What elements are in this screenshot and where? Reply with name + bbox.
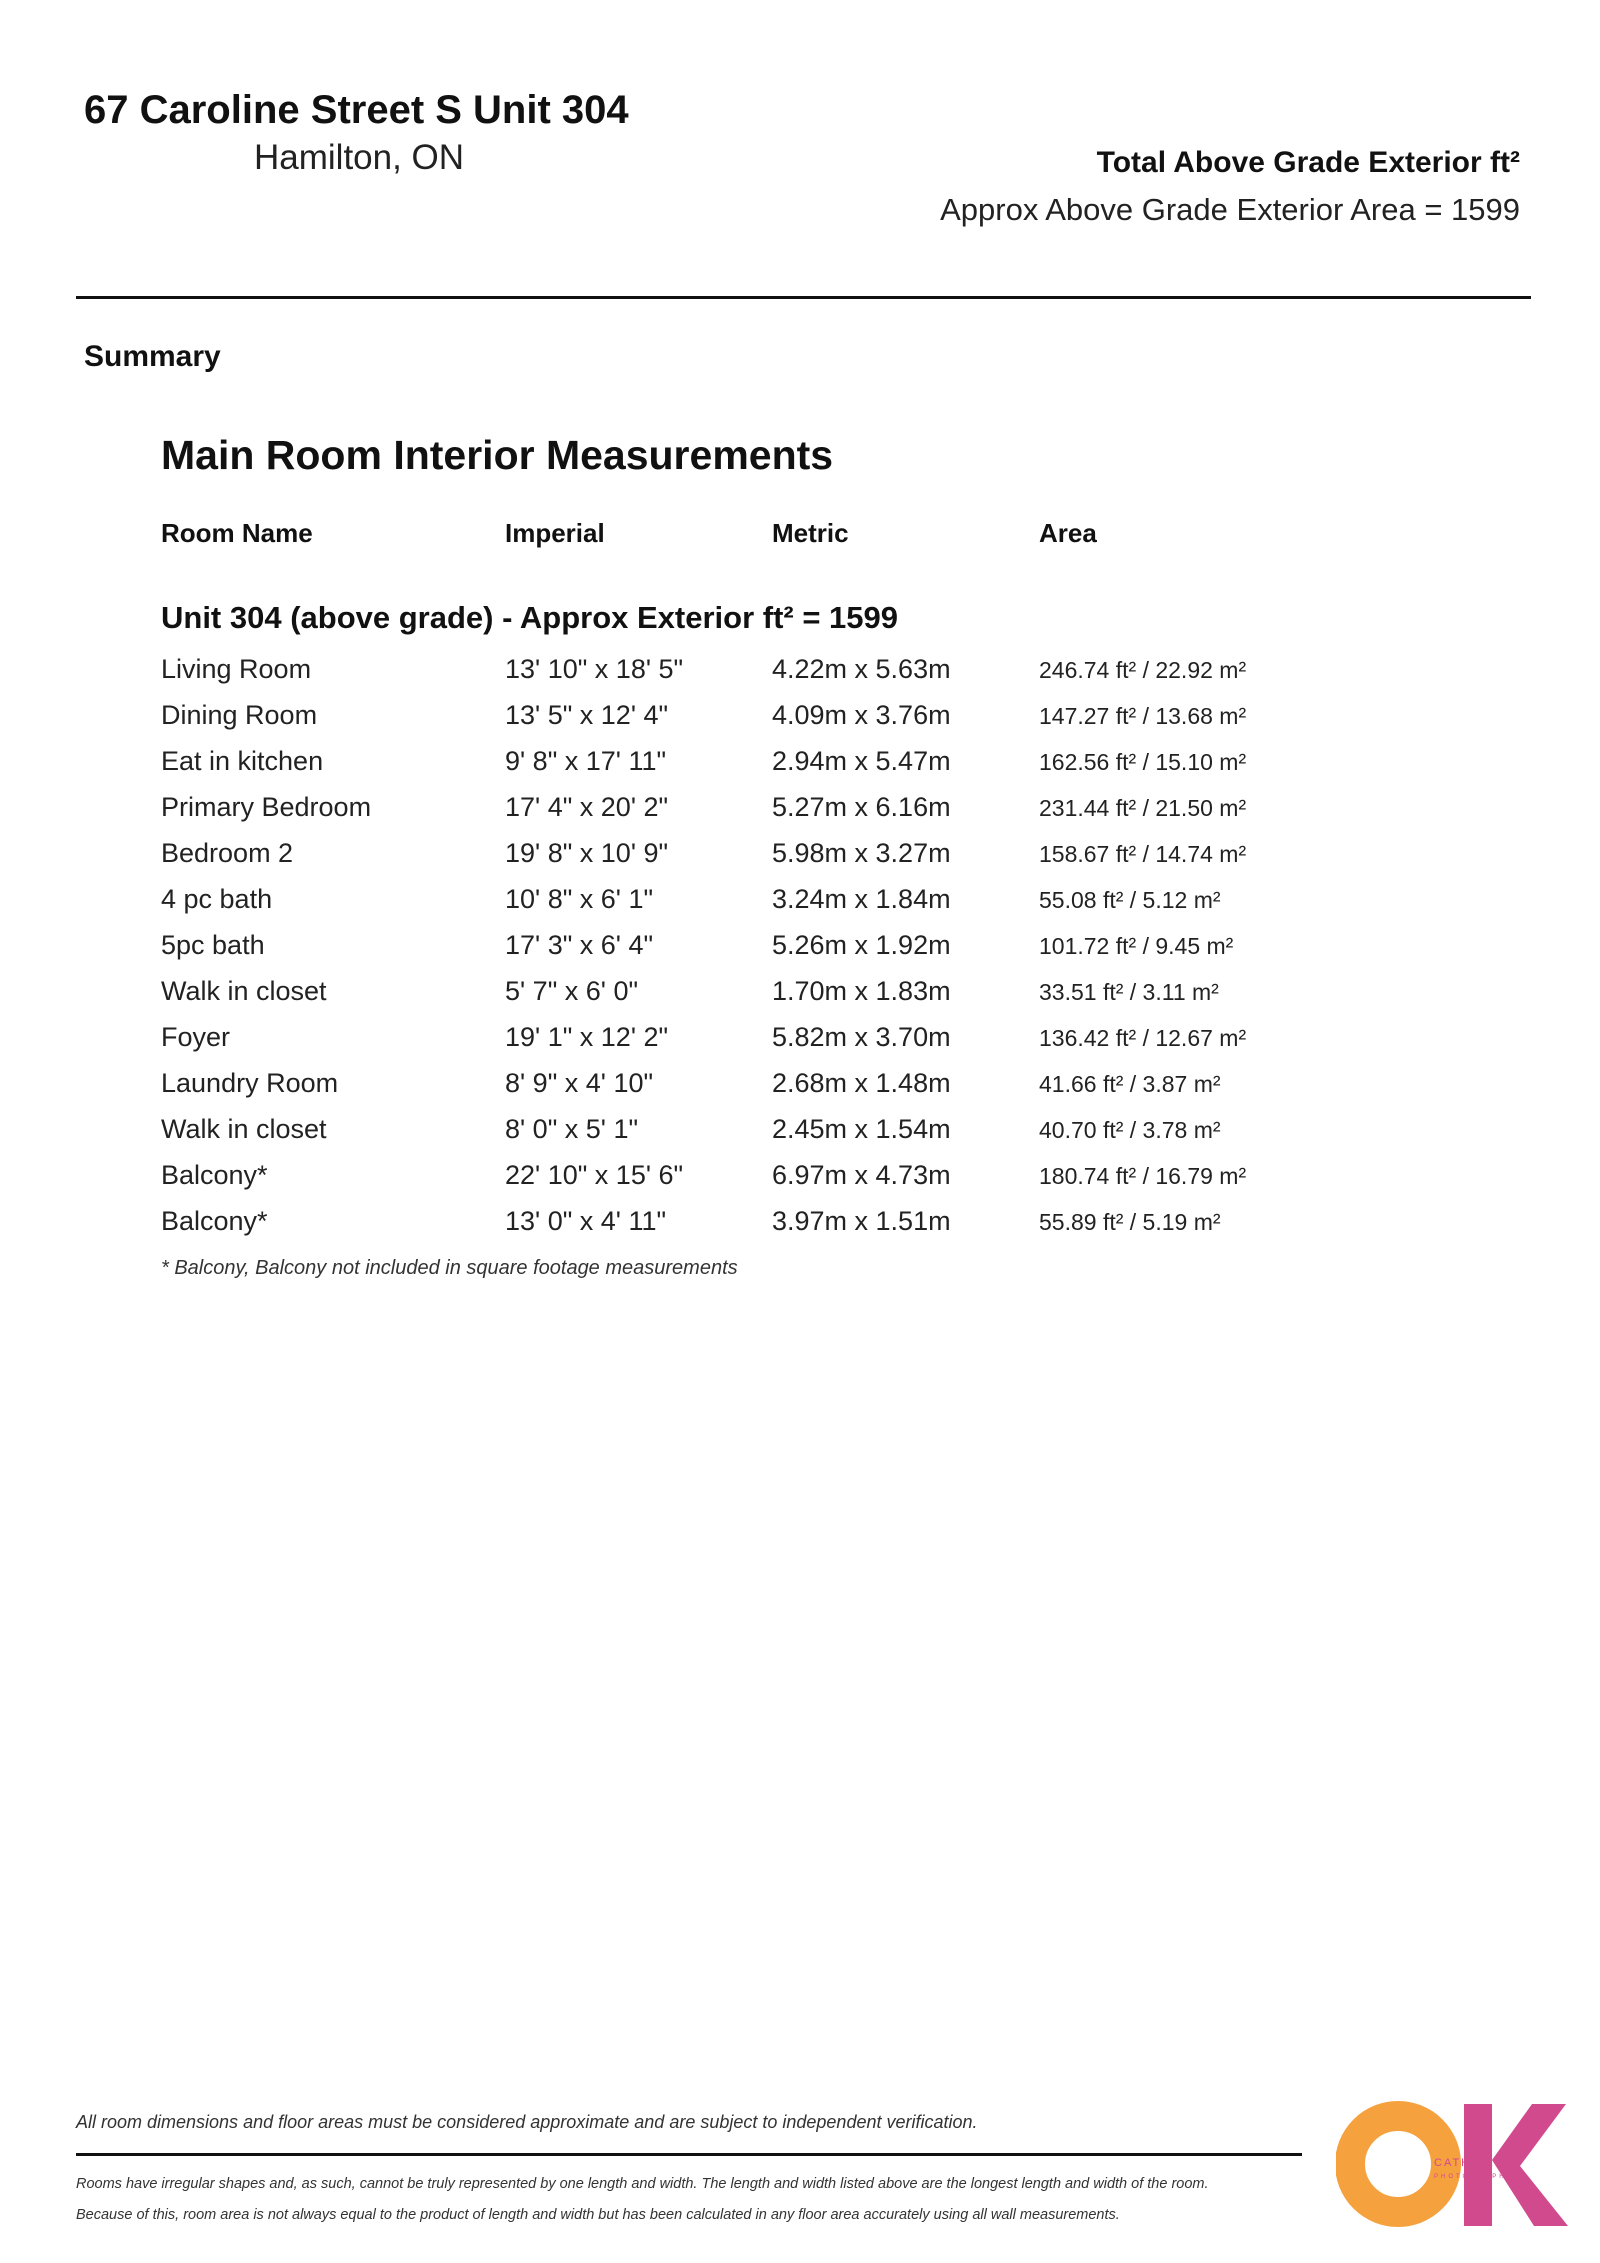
table-row [0, 1068, 1600, 1114]
room-metric: 5.26m x 1.92m [772, 930, 951, 960]
section-title: Main Room Interior Measurements [161, 432, 834, 478]
room-area: 136.42 ft² / 12.67 m² [1039, 1025, 1247, 1051]
logo-text-line-1: CATHY KOOP [1434, 2157, 1526, 2169]
room-name: Primary Bedroom [161, 792, 372, 822]
room-metric: 2.94m x 5.47m [772, 746, 951, 776]
room-imperial: 8' 0" x 5' 1" [505, 1114, 639, 1144]
room-imperial: 17' 4" x 20' 2" [505, 792, 669, 822]
room-name: 5pc bath [161, 930, 265, 960]
room-name: Dining Room [161, 700, 318, 730]
table-row [0, 1160, 1600, 1206]
room-imperial: 13' 10" x 18' 5" [505, 654, 684, 684]
room-metric: 1.70m x 1.83m [772, 976, 951, 1006]
room-imperial: 10' 8" x 6' 1" [505, 884, 654, 914]
logo-text-line-2: PHOTOGRAPHY [1434, 2174, 1514, 2180]
room-area: 41.66 ft² / 3.87 m² [1039, 1071, 1221, 1097]
room-area: 55.08 ft² / 5.12 m² [1039, 887, 1221, 913]
room-name: Bedroom 2 [161, 838, 294, 868]
room-metric: 6.97m x 4.73m [772, 1160, 951, 1190]
total-area-title: Total Above Grade Exterior ft² [1096, 146, 1520, 179]
room-name: Balcony* [161, 1206, 268, 1236]
room-name: Walk in closet [161, 1114, 327, 1144]
property-address: 67 Caroline Street S Unit 304 [84, 88, 629, 132]
room-area: 162.56 ft² / 15.10 m² [1039, 749, 1247, 775]
room-area: 246.74 ft² / 22.92 m² [1039, 657, 1247, 683]
room-table [0, 654, 1600, 1252]
balcony-note: * Balcony, Balcony not included in square footage measurements [161, 1257, 738, 1279]
room-metric: 3.97m x 1.51m [772, 1206, 951, 1236]
room-imperial: 13' 0" x 4' 11" [505, 1206, 667, 1236]
table-row [0, 746, 1600, 792]
room-name: Living Room [161, 654, 312, 684]
room-area: 147.27 ft² / 13.68 m² [1039, 703, 1247, 729]
room-area: 101.72 ft² / 9.45 m² [1039, 933, 1234, 959]
room-name: Eat in kitchen [161, 746, 324, 776]
table-row [0, 838, 1600, 884]
column-header-imperial: Imperial [505, 518, 605, 548]
room-area: 40.70 ft² / 3.78 m² [1039, 1117, 1221, 1143]
room-imperial: 22' 10" x 15' 6" [505, 1160, 684, 1190]
room-metric: 3.24m x 1.84m [772, 884, 951, 914]
room-metric: 5.98m x 3.27m [772, 838, 951, 868]
room-metric: 4.09m x 3.76m [772, 700, 951, 730]
room-imperial: 19' 8" x 10' 9" [505, 838, 669, 868]
table-row [0, 884, 1600, 930]
room-metric: 5.27m x 6.16m [772, 792, 951, 822]
room-imperial: 8' 9" x 4' 10" [505, 1068, 654, 1098]
room-name: Foyer [161, 1022, 231, 1052]
room-imperial: 9' 8" x 17' 11" [505, 746, 667, 776]
table-row [0, 1206, 1600, 1252]
footer-disclaimer: All room dimensions and floor areas must be considered approximate and are subject to independent verification. [76, 2112, 978, 2132]
room-metric: 5.82m x 3.70m [772, 1022, 951, 1052]
room-metric: 2.68m x 1.48m [772, 1068, 951, 1098]
room-metric: 4.22m x 5.63m [772, 654, 951, 684]
table-row [0, 700, 1600, 746]
room-area: 180.74 ft² / 16.79 m² [1039, 1163, 1247, 1189]
room-area: 158.67 ft² / 14.74 m² [1039, 841, 1247, 867]
table-row [0, 792, 1600, 838]
room-area: 231.44 ft² / 21.50 m² [1039, 795, 1247, 821]
room-imperial: 19' 1" x 12' 2" [505, 1022, 669, 1052]
room-name: Walk in closet [161, 976, 327, 1006]
room-imperial: 13' 5" x 12' 4" [505, 700, 669, 730]
logo-o-shape [1350, 2116, 1446, 2212]
room-metric: 2.45m x 1.54m [772, 1114, 951, 1144]
column-header-metric: Metric [772, 518, 849, 548]
total-area-value: Approx Above Grade Exterior Area = 1599 [940, 192, 1520, 227]
room-name: Balcony* [161, 1160, 268, 1190]
room-imperial: 5' 7" x 6' 0" [505, 976, 639, 1006]
table-row [0, 930, 1600, 976]
table-row [0, 654, 1600, 700]
room-area: 55.89 ft² / 5.19 m² [1039, 1209, 1221, 1235]
summary-heading: Summary [84, 340, 221, 373]
room-name: Laundry Room [161, 1068, 339, 1098]
column-header-room-name: Room Name [161, 518, 313, 548]
header-divider [76, 296, 1531, 299]
footer-note-line-1: Rooms have irregular shapes and, as such, cannot be truly represented by one length and width. The length and width listed above are the longest length and width of the room. [76, 2176, 1209, 2192]
table-row [0, 1114, 1600, 1160]
footer-divider [76, 2153, 1302, 2156]
room-area: 33.51 ft² / 3.11 m² [1039, 979, 1219, 1005]
cathy-koop-logo [1336, 2100, 1576, 2230]
room-imperial: 17' 3" x 6' 4" [505, 930, 654, 960]
footer-note-line-2: Because of this, room area is not always equal to the product of length and width but has been calculated in any floor area accurately using all wall measurements. [76, 2207, 1120, 2223]
property-city: Hamilton, ON [254, 138, 465, 177]
table-row [0, 1022, 1600, 1068]
unit-group-title: Unit 304 (above grade) - Approx Exterior ft² = 1599 [161, 600, 899, 635]
column-header-area: Area [1039, 518, 1097, 548]
table-row [0, 976, 1600, 1022]
room-name: 4 pc bath [161, 884, 273, 914]
